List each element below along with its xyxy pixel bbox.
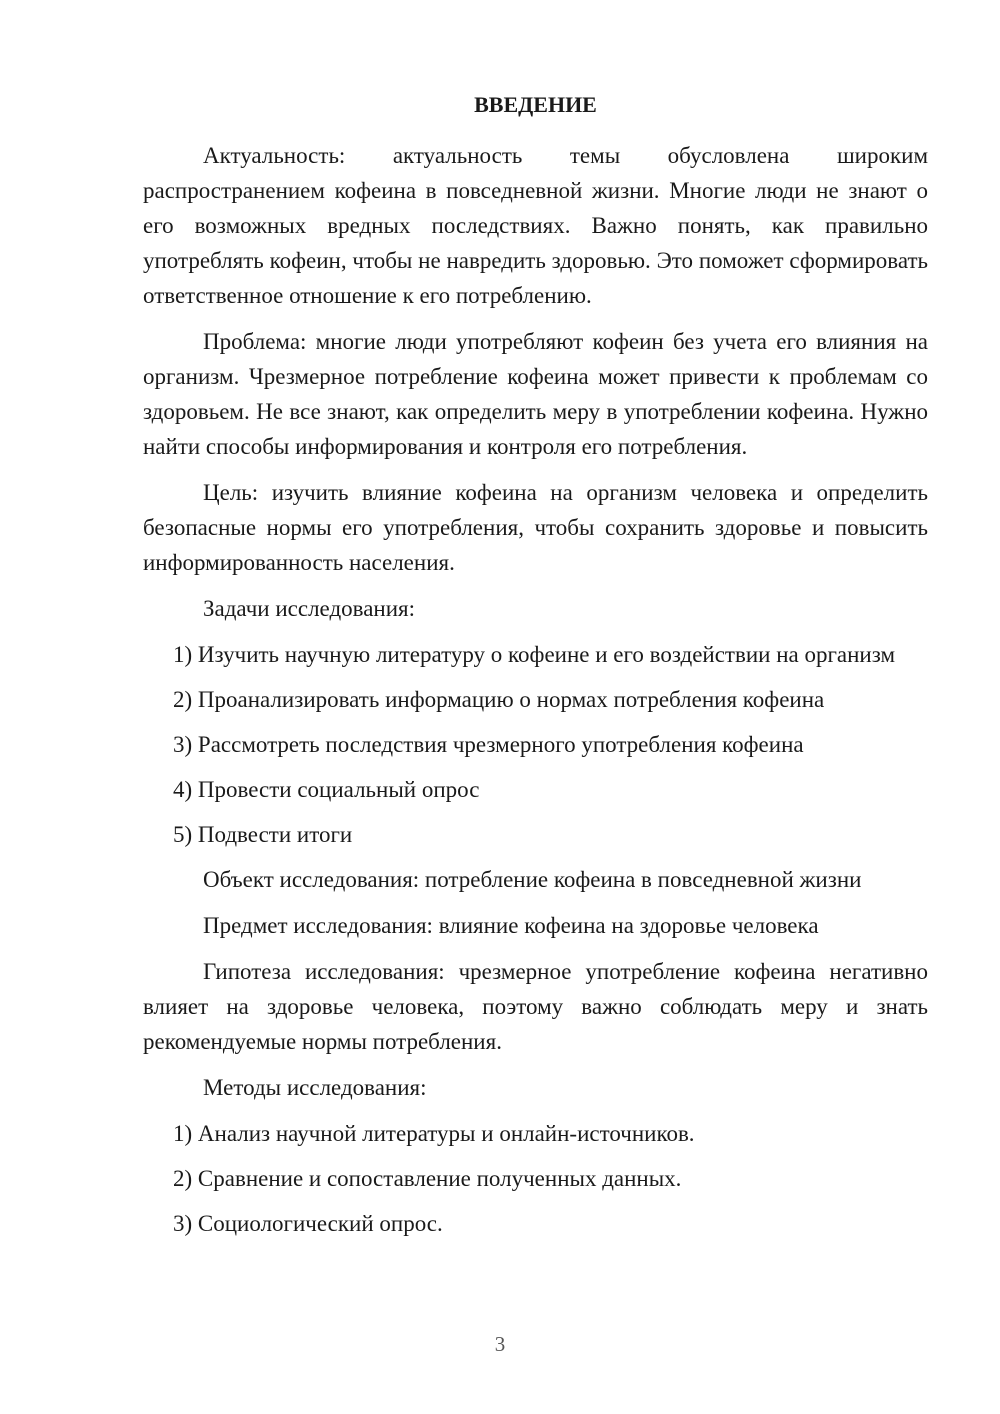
methods-heading: Методы исследования: <box>203 1075 427 1100</box>
task-item: 5) Подвести итоги <box>173 822 353 847</box>
object-paragraph: Объект исследования: потребление кофеина в повседневной жизни <box>203 867 862 892</box>
goal-paragraph: Цель: изучить влияние кофеина на организм человека и определить безопасные нормы его употребления, чтобы сохранить здоровье и повысить информированность населения. <box>143 480 928 575</box>
subject-paragraph: Предмет исследования: влияние кофеина на здоровье человека <box>203 913 819 938</box>
method-item: 1) Анализ научной литературы и онлайн-источников. <box>173 1121 695 1146</box>
page-title: ВВЕДЕНИЕ <box>474 92 597 117</box>
relevance-paragraph: Актуальность: актуальность темы обусловлена широким распространением кофеина в повседневной жизни. Многие люди не знают о его возможных вредных последствиях. Важно понять, как правильно употреблять кофеин, чтобы не навредить здоровью. Это поможет сформировать ответственное отношение к его потреблению. <box>143 143 928 308</box>
page-number: 3 <box>494 1332 506 1356</box>
hypothesis-paragraph: Гипотеза исследования: чрезмерное употребление кофеина негативно влияет на здоровье человека, поэтому важно соблюдать меру и знать рекомендуемые нормы потребления. <box>143 959 928 1054</box>
task-item: 4) Провести социальный опрос <box>173 777 480 802</box>
problem-paragraph: Проблема: многие люди употребляют кофеин без учета его влияния на организм. Чрезмерное потребление кофеина может привести к проблемам со здоровьем. Не все знают, как определить меру в употреблении кофеина. Нужно найти способы информирования и контроля его потребления. <box>143 329 928 459</box>
tasks-heading: Задачи исследования: <box>203 596 416 621</box>
method-item: 2) Сравнение и сопоставление полученных данных. <box>173 1166 682 1191</box>
method-item: 3) Социологический опрос. <box>173 1211 443 1236</box>
document-page <box>143 90 928 1251</box>
task-item: 2) Проанализировать информацию о нормах потребления кофеина <box>173 687 825 712</box>
task-item: 3) Рассмотреть последствия чрезмерного употребления кофеина <box>173 732 804 757</box>
task-item: 1) Изучить научную литературу о кофеине и его воздействии на организм <box>173 642 896 667</box>
